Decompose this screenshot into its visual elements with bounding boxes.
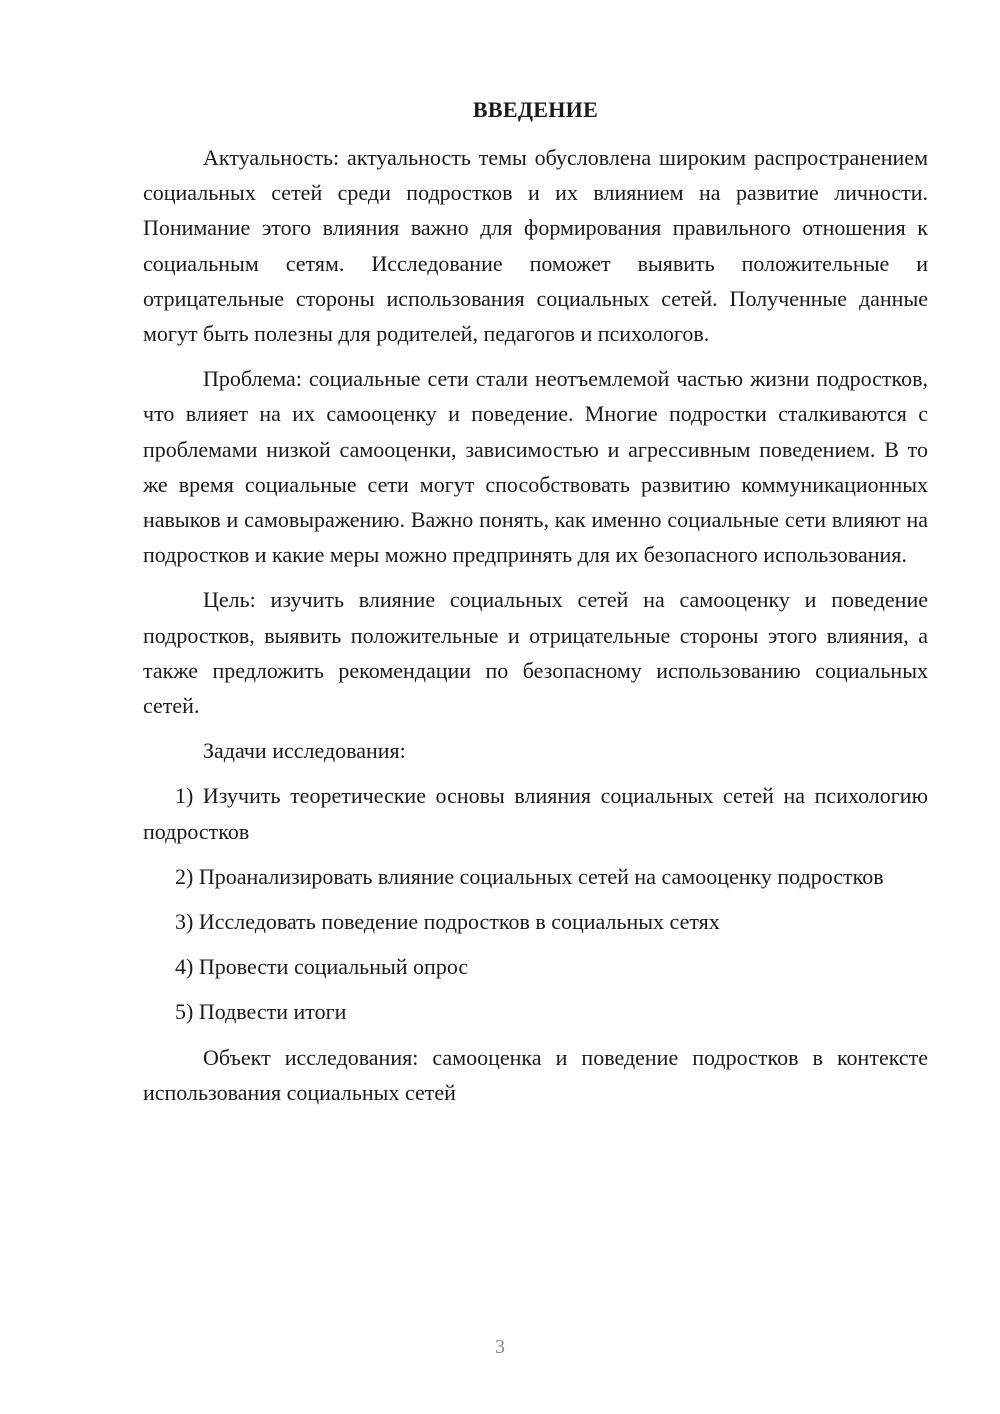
task-item: 5) Подвести итоги: [175, 999, 347, 1025]
object-paragraph: Объект исследования: самооценка и поведение подростков в контексте использования социальных сетей: [143, 1044, 928, 1105]
goal-paragraph: Цель: изучить влияние социальных сетей на самооценку и поведение подростков, выявить положительные и отрицательные стороны этого влияния, а также предложить рекомендации по безопасному использованию социальных сетей.: [143, 587, 928, 719]
section-heading: ВВЕДЕНИЕ: [472, 97, 599, 122]
task-item: 2) Проанализировать влияние социальных сетей на самооценку подростков: [175, 863, 884, 889]
problem-paragraph: Проблема: социальные сети стали неотъемлемой частью жизни подростков, что влияет на их самооценку и поведение. Многие подростки сталкиваются с проблемами низкой самооценки, зависимостью и агрессивным поведением. В то же время социальные сети могут способствовать развитию коммуникационных навыков и самовыражению. Важно понять, как именно социальные сети влияют на подростков и какие меры можно предпринять для их безопасного использования.: [143, 366, 928, 568]
task-item: 1) Изучить теоретические основы влияния социальных сетей на психологию подростков: [143, 783, 928, 844]
page-number: 3: [495, 1336, 505, 1358]
document-page: [143, 92, 928, 1120]
tasks-heading: Задачи исследования:: [203, 738, 406, 764]
task-item: 4) Провести социальный опрос: [175, 954, 469, 980]
task-item: 3) Исследовать поведение подростков в социальных сетях: [175, 909, 720, 935]
tasks-list: [143, 778, 928, 1029]
relevance-paragraph: Актуальность: актуальность темы обусловлена широким распространением социальных сетей среди подростков и их влиянием на развитие личности. Понимание этого влияния важно для формирования правильного отношения к социальным сетям. Исследование поможет выявить положительные и отрицательные стороны использования социальных сетей. Полученные данные могут быть полезны для родителей, педагогов и психологов.: [143, 145, 928, 347]
